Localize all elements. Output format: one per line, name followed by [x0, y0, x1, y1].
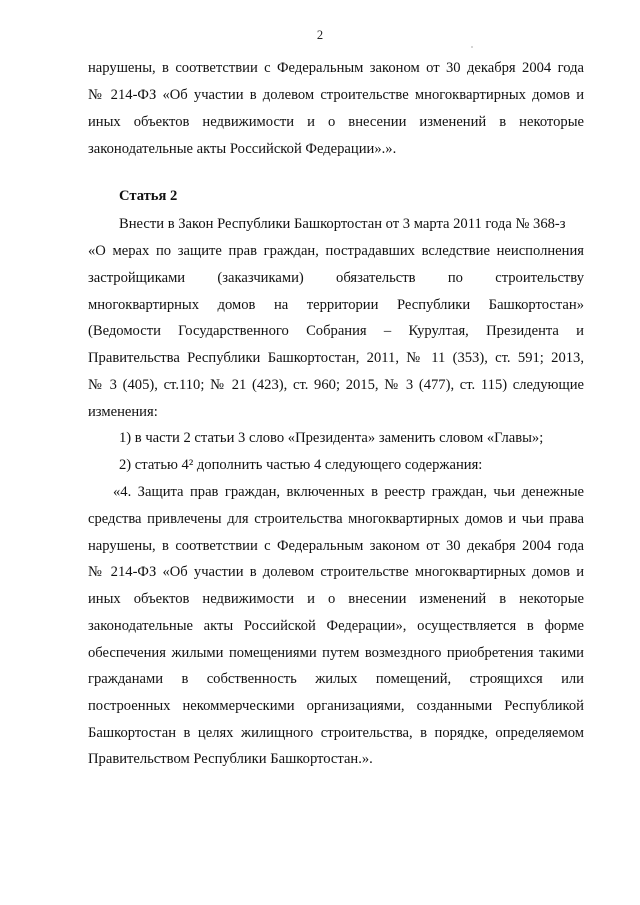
body-line: застройщиками (заказчиками) обязательств по строительству [88, 270, 584, 286]
body-line: № 214-ФЗ «Об участии в долевом строительстве многоквартирных домов и [88, 87, 584, 103]
list-item: 1) в части 2 статьи 3 слово «Президента» заменить словом «Главы»; [119, 430, 544, 446]
article-heading: Статья 2 [119, 188, 178, 204]
body-line: иных объектов недвижимости и о внесении изменений в некоторые [88, 114, 584, 130]
list-item: 2) статью 4² дополнить частью 4 следующего содержания: [119, 457, 483, 473]
quoted-line: Правительством Республики Башкортостан.». [88, 751, 373, 767]
quoted-line: № 214-ФЗ «Об участии в долевом строительстве многоквартирных домов и [88, 564, 584, 580]
body-line: нарушены, в соответствии с Федеральным законом от 30 декабря 2004 года [88, 60, 584, 76]
quoted-line: иных объектов недвижимости и о внесении изменений в некоторые [88, 591, 584, 607]
body-line: (Ведомости Государственного Собрания – Курултая, Президента и [88, 323, 584, 339]
quoted-line: гражданами в собственность жилых помещений, строящихся или [88, 671, 584, 687]
quoted-line: построенных некоммерческими организациями, созданными Республикой [88, 698, 584, 714]
quoted-line: «4. Защита прав граждан, включенных в реестр граждан, чьи денежные [113, 484, 584, 500]
body-line: Правительства Республики Башкортостан, 2011, № 11 (353), ст. 591; 2013, [88, 350, 584, 366]
body-line: законодательные акты Российской Федерации».». [88, 141, 397, 157]
body-line: многоквартирных домов на территории Республики Башкортостан» [88, 297, 584, 313]
quoted-line: обеспечения жилыми помещениями путем возмездного приобретения такими [88, 645, 584, 661]
body-line: «О мерах по защите прав граждан, пострадавших вследствие неисполнения [88, 243, 584, 259]
body-line: изменения: [88, 404, 158, 420]
page-number: 2 [316, 28, 324, 42]
scan-speck [471, 46, 473, 48]
quoted-line: Башкортостан в целях жилищного строительства, в порядке, определяемом [88, 725, 584, 741]
body-line: № 3 (405), ст.110; № 21 (423), ст. 960; 2015, № 3 (477), ст. 115) следующие [88, 377, 584, 393]
body-line: Внести в Закон Республики Башкортостан от 3 марта 2011 года № 368-з [119, 216, 566, 232]
quoted-line: средства привлечены для строительства многоквартирных домов и чьи права [88, 511, 584, 527]
quoted-line: нарушены, в соответствии с Федеральным законом от 30 декабря 2004 года [88, 538, 584, 554]
quoted-line: законодательные акты Российской Федерации», осуществляется в форме [88, 618, 584, 634]
